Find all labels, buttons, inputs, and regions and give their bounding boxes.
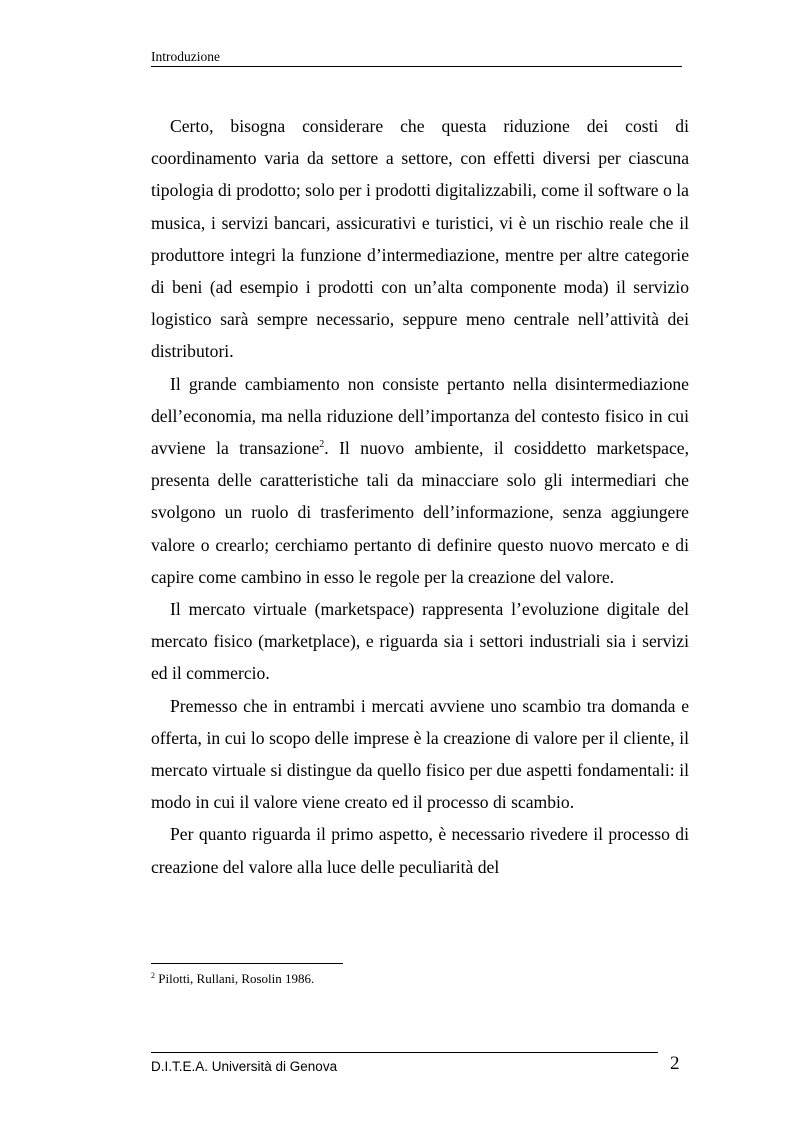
header-divider xyxy=(151,66,682,67)
running-header-title: Introduzione xyxy=(151,49,220,64)
paragraph-2 xyxy=(151,368,689,593)
page-number: 2 xyxy=(670,1053,680,1074)
footnote xyxy=(151,971,314,987)
footnote-reference: 2 xyxy=(319,439,325,451)
footnote-text: Pilotti, Rullani, Rosolin 1986. xyxy=(155,971,315,986)
paragraph-2-start: Il grande cambiamento non consiste pertanto nella disintermediazione dell’economia, ma nella riduzione dell’importanza del contesto fisico in cui avviene la transazione xyxy=(151,373,689,459)
paragraph-2-end: . Il nuovo ambiente, il cosiddetto marketspace, presenta delle caratteristiche tali da minacciare solo gli intermediari che svolgono un ruolo di trasferimento dell’informazione, senza aggiungere valore o crearlo; cerchiamo pertanto di definire questo nuovo mercato e di capire come cambino in esso le regole per la creazione del valore. xyxy=(151,438,689,587)
paragraph-3: Il mercato virtuale (marketspace) rappresenta l’evoluzione digitale del mercato fisico (marketplace), e riguarda sia i settori industriali sia i servizi ed il commercio. xyxy=(151,599,689,684)
paragraph-4: Premesso che in entrambi i mercati avviene uno scambio tra domanda e offerta, in cui lo scopo delle imprese è la creazione di valore per il cliente, il mercato virtuale si distingue da quello fisico per due aspetti fondamentali: il modo in cui il valore viene creato ed il processo di scambio. xyxy=(151,695,689,813)
paragraph-5: Per quanto riguarda il primo aspetto, è necessario rivedere il processo di creazione del valore alla luce delle peculiarità del xyxy=(151,824,689,877)
body-text xyxy=(151,110,689,883)
footnote-number: 2 xyxy=(151,971,155,980)
footer-divider xyxy=(151,1052,658,1053)
footnote-divider xyxy=(151,963,343,964)
footer-institution: D.I.T.E.A. Università di Genova xyxy=(151,1059,338,1074)
paragraph-1: Certo, bisogna considerare che questa riduzione dei costi di coordinamento varia da settore a settore, con effetti diversi per ciascuna tipologia di prodotto; solo per i prodotti digitalizzabili, come il software o la musica, i servizi bancari, assicurativi e turistici, vi è un rischio reale che il produttore integri la funzione d’intermediazione, mentre per altre categorie di beni (ad esempio i prodotti con un’alta componente moda) il servizio logistico sarà sempre necessario, seppure meno centrale nell’attività dei distributori. xyxy=(151,116,689,362)
